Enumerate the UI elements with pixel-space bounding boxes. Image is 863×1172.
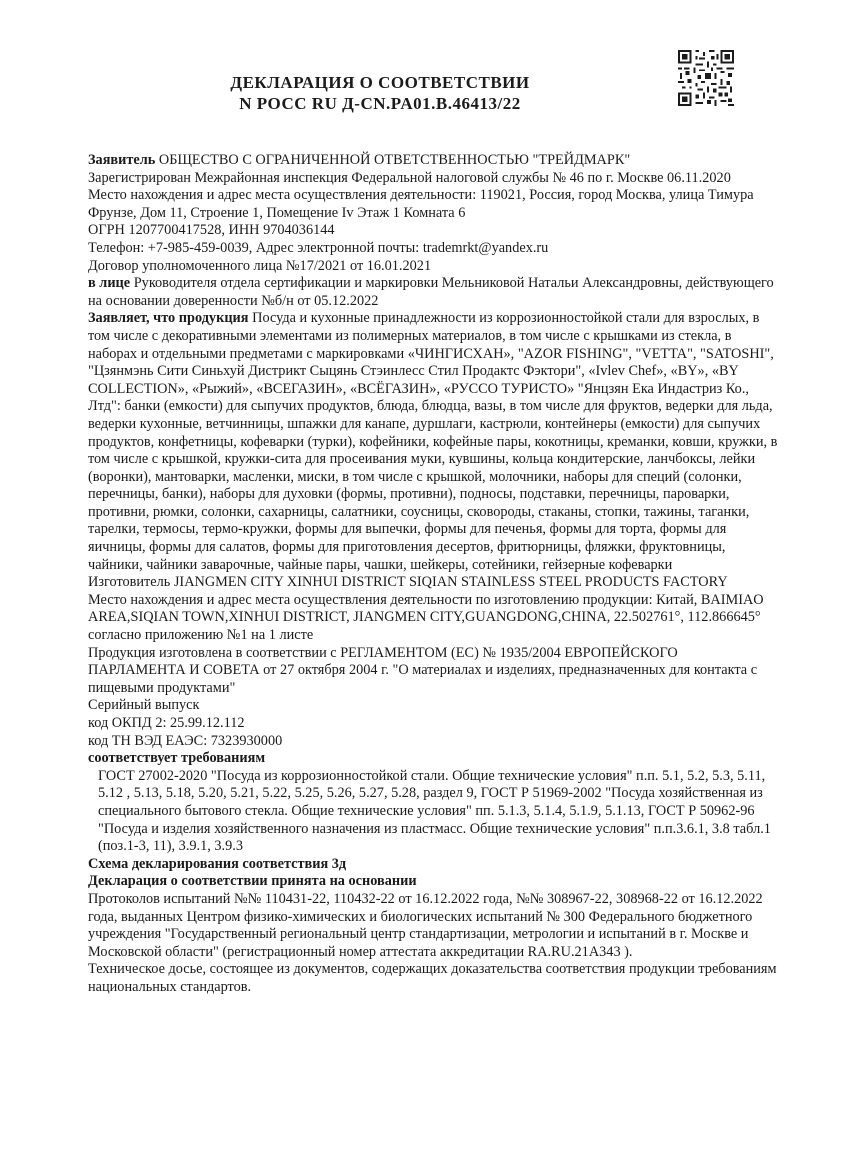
applicant-line xyxy=(88,152,778,170)
scheme-label: Схема декларирования соответствия xyxy=(88,855,329,872)
declares-paragraph xyxy=(88,310,778,574)
applicant-name: ОБЩЕСТВО С ОГРАНИЧЕННОЙ ОТВЕТСТВЕННОСТЬЮ "ТРЕЙДМАРК" xyxy=(158,152,631,168)
person-label: в лице xyxy=(88,275,131,292)
appendix-note: согласно приложению №1 на 1 листе xyxy=(88,627,314,644)
scheme-value: 3д xyxy=(331,855,347,872)
applicant-contract: Договор уполномоченного лица №17/2021 от 16.01.2021 xyxy=(88,257,432,274)
applicant-label: Заявитель xyxy=(88,152,156,168)
requirements-text: ГОСТ 27002-2020 "Посуда из коррозионностойкой стали. Общие технические условия" п.п. 5.1, 5.2, 5.3, 5.11, 5.12 , 5.13, 5.18, 5.20, 5.21, 5.22, 5.25, 5.26, 5.27, 5.28, раздел 9, ГОСТ Р 51969-2002 "Посуда хозяйственная из специального бытового стекла. Общие технические условия" пп. 5.1.3, 5.1.4, 5.1.9, 5.1.13, ГОСТ Р 50962-96 "Посуда и изделия хозяйственного назначения из пластмасс. Общие технические условия" п.п.3.6.1, 3.8 табл.1 (поз.1-3, 11), 3.9.1, 3.9.3 xyxy=(98,767,771,855)
applicant-contacts: Телефон: +7-985-459-0039, Адрес электронной почты: trademrkt@yandex.ru xyxy=(88,239,549,256)
qr-code-icon xyxy=(678,50,734,106)
declaration-body xyxy=(88,152,778,997)
manufacturer-name: Изготовитель JIANGMEN CITY XINHUI DISTRICT SIQIAN STAINLESS STEEL PRODUCTS FACTORY xyxy=(88,574,728,591)
basis-dossier: Техническое досье, состоящее из документов, содержащих доказательства соответствия продукции требованиям национальных стандартов. xyxy=(88,961,777,995)
applicant-registered: Зарегистрирован Межрайонная инспекция Федеральной налоговой службы № 46 по г. Москве 06.11.2020 xyxy=(88,169,731,186)
document-header xyxy=(0,72,760,114)
regulation-note: Продукция изготовлена в соответствии с РЕГЛАМЕНТОМ (ЕС) № 1935/2004 ЕВРОПЕЙСКОГО ПАРЛАМЕНТА И СОВЕТА от 27 октября 2004 г. "О материалах и изделиях, предназначенных для контакта с пищевыми продуктами" xyxy=(88,644,758,696)
product-description: Посуда и кухонные принадлежности из коррозионностойкой стали для взрослых, в том числе с декоративными элементами из полимерных материалов, в том числе с крышками из стекла, в наборах и отдельными предметами с маркировками «ЧИНГИСХАН», "AZOR FISHING", "VETTA", "SATOSHI", "Цзянмэнь Сити Синьхуй Дистрикт Сыцянь Стэинлесс Стил Продактс Фэктори", «Ivlev Chef», «BY», «BY COLLECTION», «Рыжий», «ВСЕГАЗИН», «ВСЁГАЗИН», «РУССО ТУРИСТО» "Янцзян Ека Индастриз Ко., Лтд": банки (емкости) для сыпучих продуктов, блюда, блюдца, вазы, в том числе для фруктов, ведерки для льда, ведерки кухонные, ветчинницы, шпажки для канапе, дуршлаги, кастрюли, контейнеры (емкости) для сыпучих продуктов, конфетницы, кофеварки (турки), кофейники, кофейные пары, кокотницы, креманки, ковши, кружки, в том числе с крышкой, кружки-сита для просеивания муки, кувшины, кольца кондитерские, ланчбоксы, лейки (воронки), мантоварки, масленки, миски, в том числе с крышкой, молочники, наборы для специй (солонки, перечницы, банки), наборы для духовки (формы, противни), подносы, подставки, перечницы, пароварки, противни, рюмки, солонки, сахарницы, салатники, соусницы, сковороды, стаканы, стопки, тажины, таганки, тарелки, термосы, термо-кружки, формы для выпечки, формы для печенья, формы для торта, формы для яичницы, формы для салатов, формы для приготовления десертов, фритюрницы, фляжки, фруктовницы, чайники, чайники заварочные, чайные пары, чашки, шейкеры, сотейники, гейзерные кофеварки xyxy=(88,310,778,573)
applicant-person-line xyxy=(88,275,778,310)
tnved-code: код ТН ВЭД ЕАЭС: 7323930000 xyxy=(88,732,283,749)
applicant-ogrn: ОГРН 1207700417528, ИНН 9704036144 xyxy=(88,222,335,239)
okpd-code: код ОКПД 2: 25.99.12.112 xyxy=(88,715,245,731)
document-title: ДЕКЛАРАЦИЯ О СООТВЕТСТВИИ xyxy=(230,73,530,92)
declares-label: Заявляет, что продукция xyxy=(88,310,249,327)
basis-label: Декларация о соответствии принята на основании xyxy=(88,873,417,890)
manufacturer-address: Место нахождения и адрес места осуществления деятельности по изготовлению продукции: Китай, BAIMIAO AREA,SIQIAN TOWN,XINHUI DISTRICT, JIANGMEN CITY,GUANGDONG,CHINA, 22.502761°, 112.866645° xyxy=(88,591,764,626)
document-number: N РОСС RU Д-CN.PA01.B.46413/22 xyxy=(239,94,521,113)
applicant-person: Руководителя отдела сертификации и маркировки Мельниковой Натальи Александровны, действующего на основании доверенности №б/н от 05.12.2022 xyxy=(88,275,774,309)
applicant-address: Место нахождения и адрес места осуществления деятельности: 119021, Россия, город Москва, улица Тимура Фрунзе, Дом 11, Строение 1, Помещение Iv Этаж 1 Комната 6 xyxy=(88,187,754,221)
requirements-label: соответствует требованиям xyxy=(88,750,266,767)
basis-protocols: Протоколов испытаний №№ 110431-22, 110432-22 от 16.12.2022 года, №№ 308967-22, 308968-22 от 16.12.2022 года, выданных Центром физико-химических и биологических испытаний № 300 Федерального бюджетного учреждения "Государственный региональный центр стандартизации, метрологии и испытаний в г. Москве и Московской области" (регистрационный номер аттестата аккредитации RA.RU.21A343 ). xyxy=(88,890,763,960)
serial-output: Серийный выпуск xyxy=(88,697,200,714)
scheme-line xyxy=(88,856,778,874)
